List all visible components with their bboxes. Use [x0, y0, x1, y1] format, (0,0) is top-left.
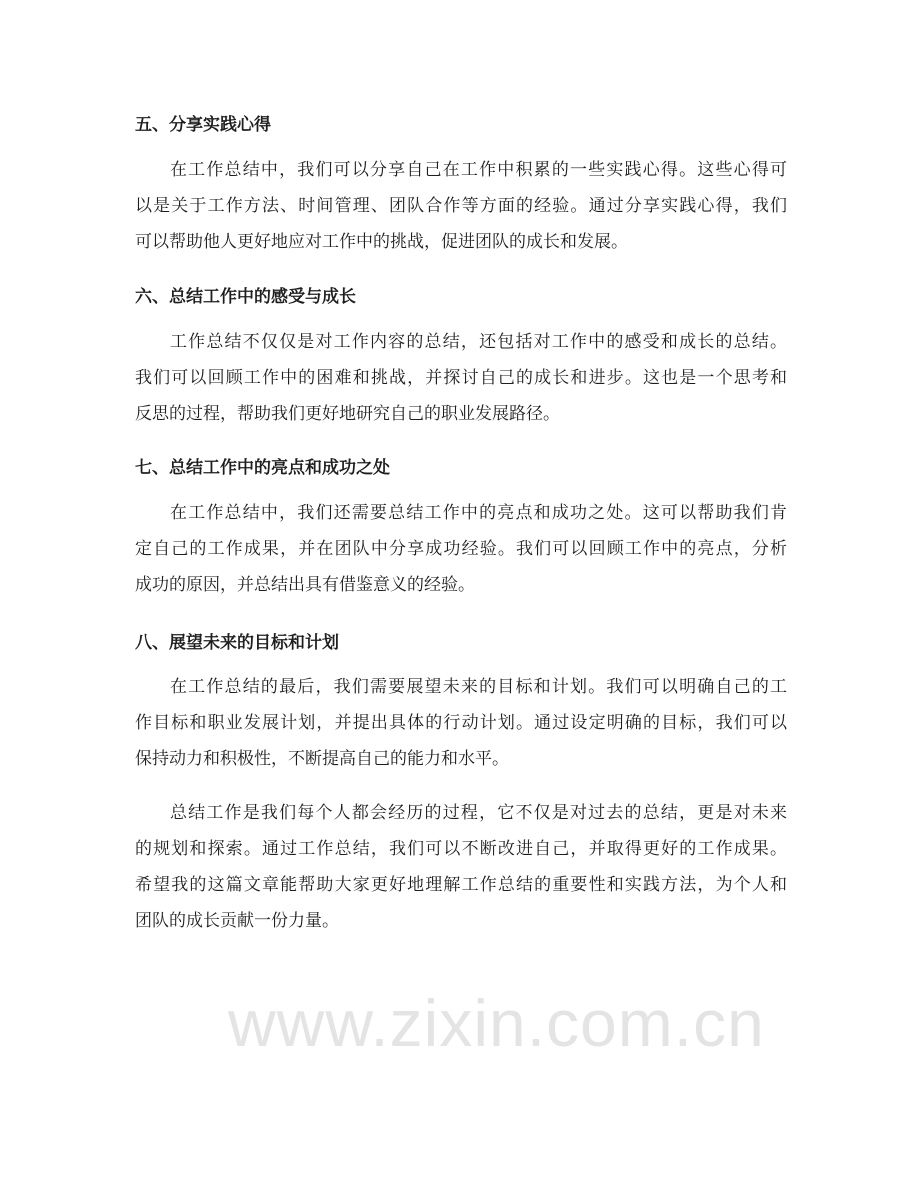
paragraph-line: 可以帮助他人更好地应对工作中的挑战，促进团队的成长和发展。 [135, 232, 628, 252]
section-heading: 六、总结工作中的感受与成长 [135, 287, 356, 307]
paragraph-line: 以是关于工作方法、时间管理、团队合作等方面的经验。通过分享实践心得，我们 [135, 196, 787, 216]
paragraph-line: 工作总结不仅仅是对工作内容的总结，还包括对工作中的感受和成长的总结。 [170, 332, 787, 352]
paragraph-line: 作目标和职业发展计划，并提出具体的行动计划。通过设定明确的目标，我们可以 [135, 713, 787, 733]
paragraph-line: 在工作总结的最后，我们需要展望未来的目标和计划。我们可以明确自己的工 [170, 677, 787, 697]
paragraph-line: 希望我的这篇文章能帮助大家更好地理解工作总结的重要性和实践方法，为个人和 [135, 875, 787, 895]
section-heading: 五、分享实践心得 [135, 115, 271, 135]
paragraph-line: 反思的过程，帮助我们更好地研究自己的职业发展路径。 [135, 404, 560, 424]
paragraph-line: 保持动力和积极性，不断提高自己的能力和水平。 [135, 749, 509, 769]
paragraph-line: 我们可以回顾工作中的困难和挑战，并探讨自己的成长和进步。这也是一个思考和 [135, 368, 787, 388]
paragraph-line: 在工作总结中，我们还需要总结工作中的亮点和成功之处。这可以帮助我们肯 [170, 503, 787, 523]
paragraph-line: 总结工作是我们每个人都会经历的过程，它不仅是对过去的总结，更是对未来 [170, 803, 787, 823]
paragraph-line: 成功的原因，并总结出具有借鉴意义的经验。 [135, 575, 475, 595]
section-heading: 八、展望未来的目标和计划 [135, 633, 339, 653]
section-heading: 七、总结工作中的亮点和成功之处 [135, 458, 390, 478]
watermark: www.zixin.com.cn [228, 986, 765, 1060]
paragraph-line: 团队的成长贡献一份力量。 [135, 911, 339, 931]
paragraph-line: 的规划和探索。通过工作总结，我们可以不断改进自己，并取得更好的工作成果。 [135, 839, 787, 859]
paragraph-line: 在工作总结中，我们可以分享自己在工作中积累的一些实践心得。这些心得可 [170, 160, 787, 180]
paragraph-line: 定自己的工作成果，并在团队中分享成功经验。我们可以回顾工作中的亮点，分析 [135, 539, 787, 559]
